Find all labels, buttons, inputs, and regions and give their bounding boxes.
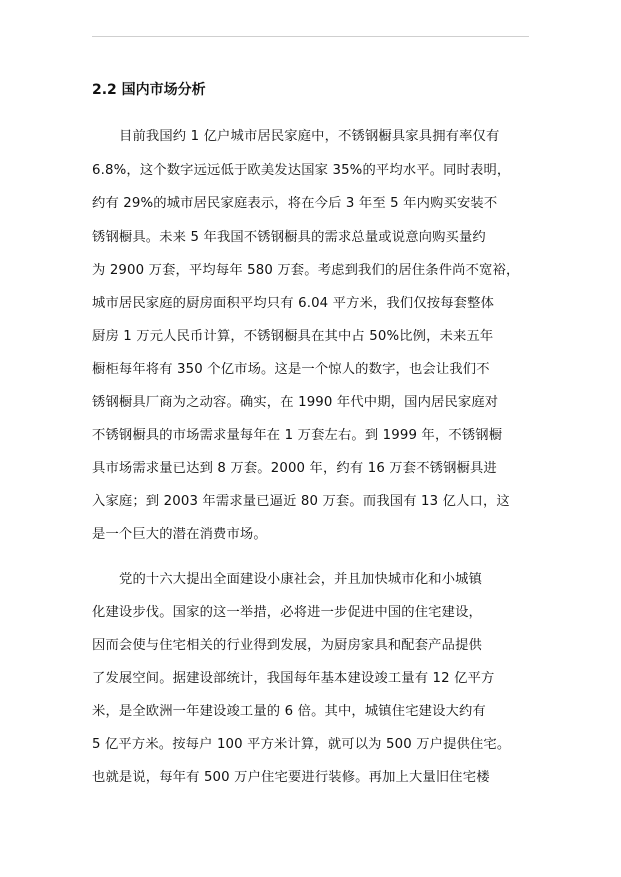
- section-heading: 2.2 国内市场分析: [92, 82, 206, 98]
- paragraph-line: 城市居民家庭的厨房面积平均只有 6.04 平方米，我们仅按每套整体: [92, 296, 495, 311]
- paragraph-line: 党的十六大提出全面建设小康社会，并且加快城市化和小城镇: [119, 572, 483, 587]
- paragraph-line: 为 2900 万套，平均每年 580 万套。考虑到我们的居住条件尚不宽裕，: [92, 263, 520, 278]
- paragraph-line: 锈钢橱具厂商为之动容。确实，在 1990 年代中期，国内居民家庭对: [92, 395, 499, 410]
- paragraph-line: 化建设步伐。国家的这一举措，必将进一步促进中国的住宅建设，: [92, 605, 482, 620]
- paragraph-line: 6.8%，这个数字远远低于欧美发达国家 35%的平均水平。同时表明，: [92, 163, 511, 178]
- paragraph-line: 5 亿平方米。按每户 100 平方米计算，就可以为 500 万户提供住宅。: [92, 737, 511, 752]
- paragraph-line: 是一个巨大的潜在消费市场。: [92, 527, 267, 542]
- paragraph-line: 具市场需求量已达到 8 万套。2000 年，约有 16 万套不锈钢橱具进: [92, 461, 497, 476]
- paragraph-line: 入家庭；到 2003 年需求量已逼近 80 万套。而我国有 13 亿人口，这: [92, 494, 510, 509]
- paragraph-line: 不锈钢橱具的市场需求量每年在 1 万套左右。到 1999 年，不锈钢橱: [92, 428, 503, 443]
- paragraph-line: 了发展空间。据建设部统计，我国每年基本建设竣工量有 12 亿平方: [92, 671, 495, 686]
- header-rule: [92, 36, 529, 37]
- paragraph-line: 米，是全欧洲一年建设竣工量的 6 倍。其中，城镇住宅建设大约有: [92, 704, 486, 719]
- paragraph-line: 厨房 1 万元人民币计算，不锈钢橱具在其中占 50%比例，未来五年: [92, 329, 494, 344]
- paragraph-line: 目前我国约 1 亿户城市居民家庭中，不锈钢橱具家具拥有率仅有: [119, 129, 500, 144]
- paragraph-line: 也就是说，每年有 500 万户住宅要进行装修。再加上大量旧住宅楼: [92, 770, 490, 785]
- paragraph-line: 锈钢橱具。未来 5 年我国不锈钢橱具的需求总量或说意向购买量约: [92, 230, 486, 245]
- paragraph-line: 约有 29%的城市居民家庭表示，将在今后 3 年至 5 年内购买安装不: [92, 196, 498, 211]
- paragraph-line: 橱柜每年将有 350 个亿市场。这是一个惊人的数字，也会让我们不: [92, 362, 490, 377]
- paragraph-line: 因而会使与住宅相关的行业得到发展，为厨房家具和配套产品提供: [92, 638, 482, 653]
